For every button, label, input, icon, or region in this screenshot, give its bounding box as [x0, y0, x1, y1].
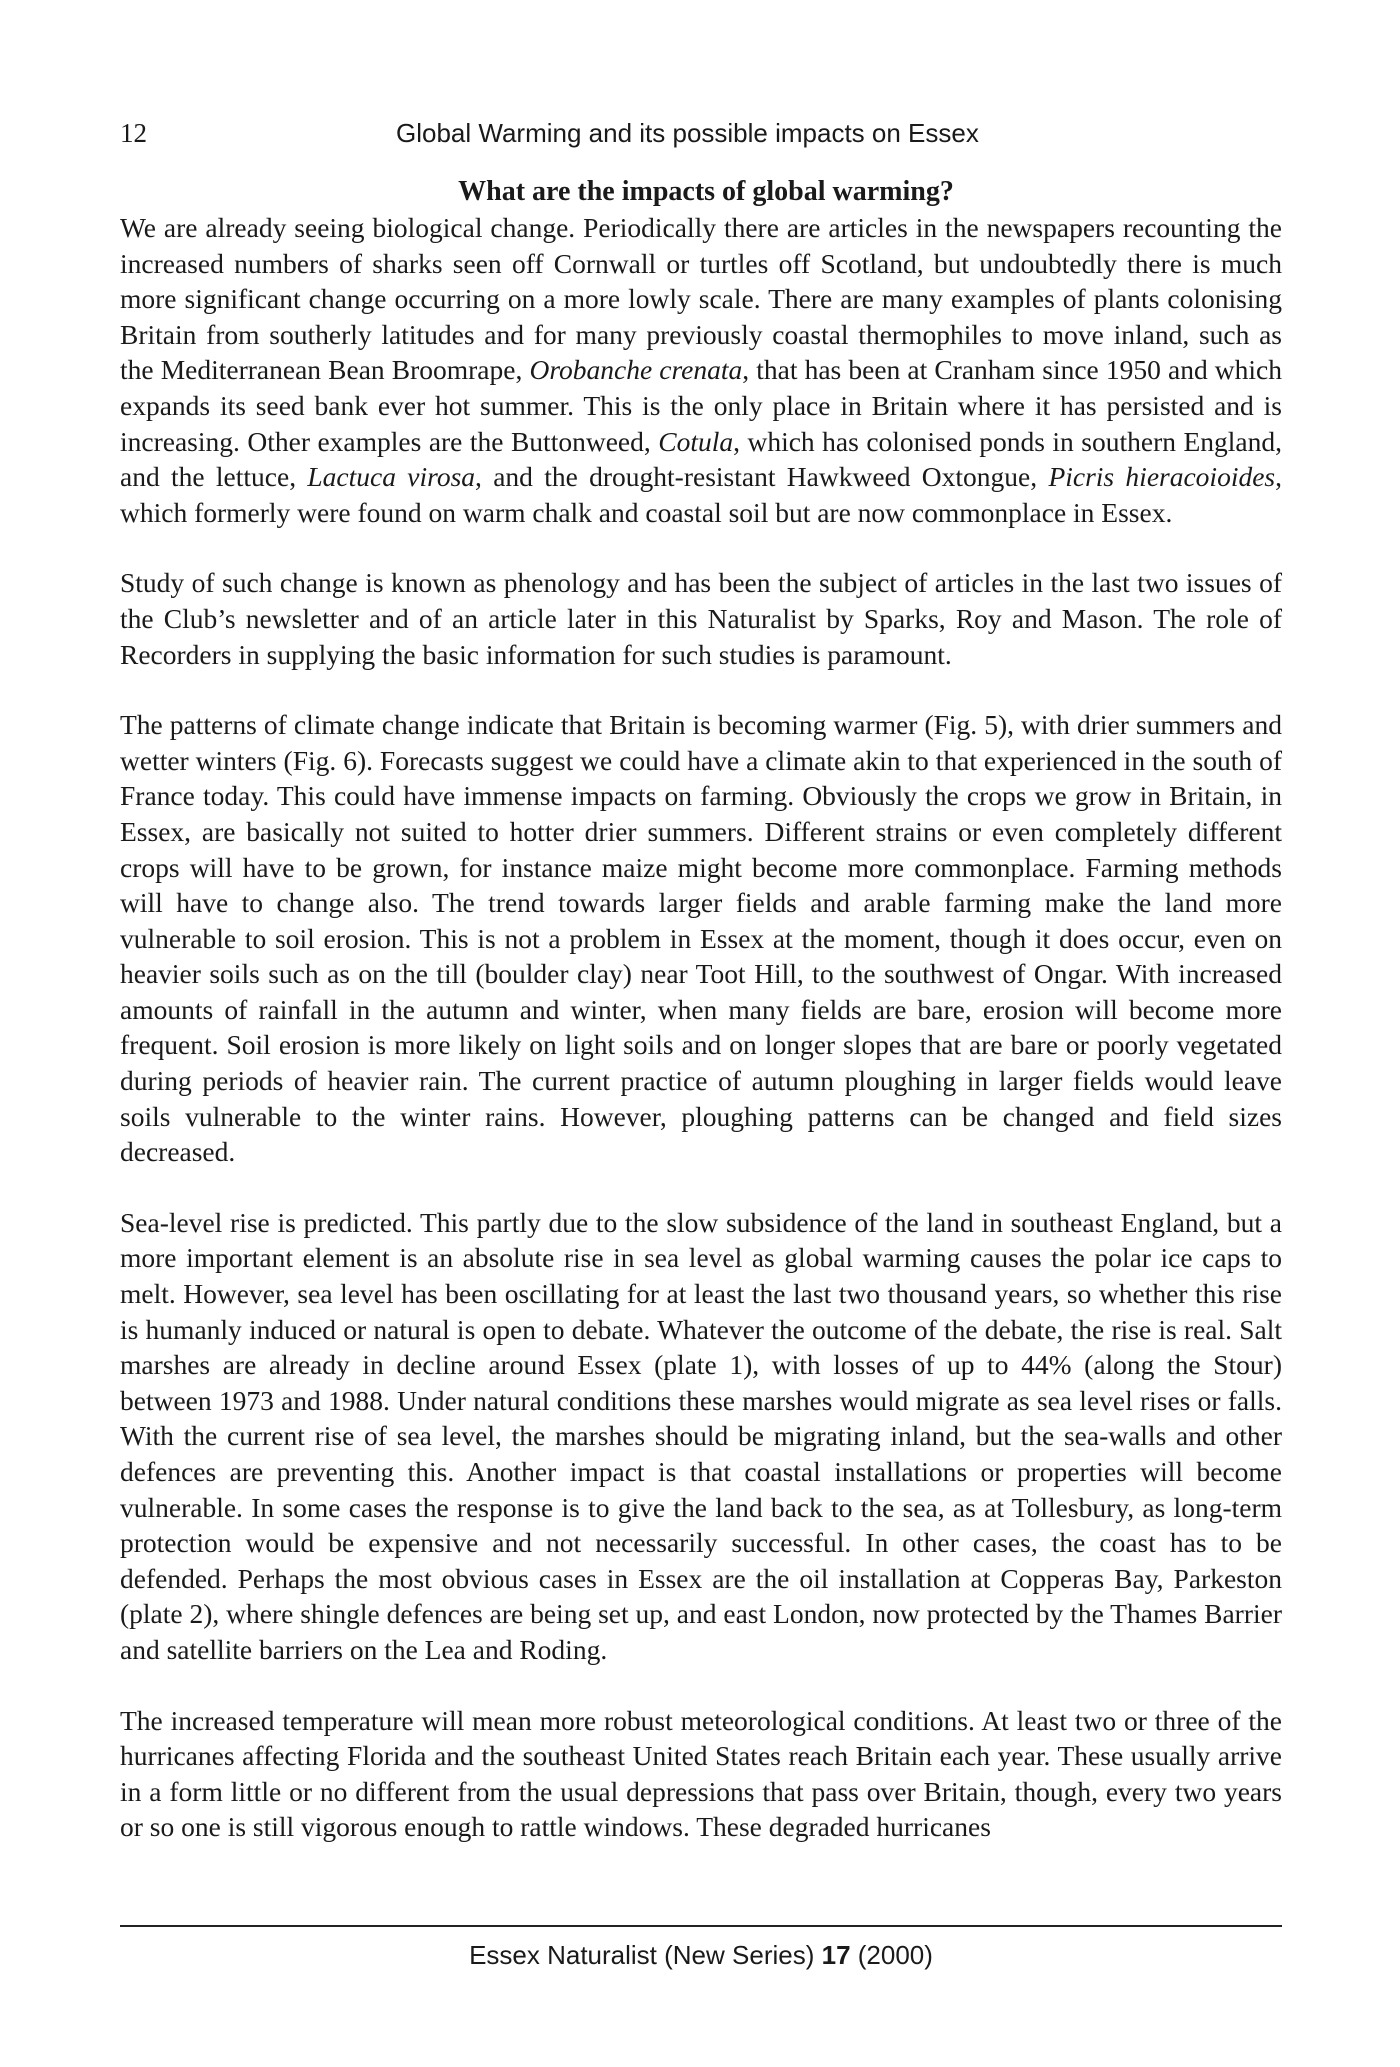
footer-rule — [120, 1925, 1282, 1927]
running-head — [120, 112, 1282, 152]
paragraph-1-text-3: , which has colonised ponds in southern England, and the lettuce, — [120, 425, 1283, 493]
species-name-lactuca: Lactuca virosa — [307, 461, 476, 493]
paragraph-3: The patterns of climate change indicate that Britain is becoming warmer (Fig. 5), with drier summers and wetter winters (Fig. 6). Forecasts suggest we could have a climate akin to that experienced in the south of France today. This could have immense impacts on farming. Obviously the crops we grow in Britain, in Essex, are basically not suited to hotter drier summers. Different strains or even completely different crops will have to be grown, for instance maize might become more commonplace. Farming methods will have to change also. The trend towards larger fields and arable farming make the land more vulnerable to soil erosion. This is not a problem in Essex at the moment, though it does occur, even on heavier soils such as on the till (boulder clay) near Toot Hill, to the southwest of Ongar. With increased amounts of rainfall in the autumn and winter, when many fields are bare, erosion will become more frequent. Soil erosion is more likely on light soils and on longer slopes that are bare or poorly vegetated during periods of heavier rain. The current practice of autumn ploughing in larger fields would leave soils vulnerable to the winter rains. However, ploughing patterns can be changed and field sizes decreased. — [120, 709, 1282, 1168]
footer-volume: 17 — [821, 1940, 851, 1970]
paragraph-1 — [120, 210, 1282, 530]
species-name-cotula: Cotula — [658, 425, 734, 457]
paragraph-5: The increased temperature will mean more robust meteorological conditions. At least two or three of the hurricanes affecting Florida and the southeast United States reach Britain each year. These usually arrive in a form little or no different from the usual depressions that pass over Britain, though, every two years or so one is still vigorous enough to rattle windows. These degraded hurricanes — [120, 1704, 1282, 1843]
paragraph-2: Study of such change is known as phenology and has been the subject of articles in the last two issues of the Club’s newsletter and of an article later in this Naturalist by Sparks, Roy and Mason. The role of Recorders in supplying the basic information for such studies is paramount. — [120, 567, 1282, 670]
footer-year: (2000) — [850, 1940, 933, 1970]
paragraph-1-text-4: , and the drought-resistant Hawkweed Oxtongue, — [475, 461, 1049, 493]
section-heading: What are the impacts of global warming? — [458, 176, 954, 207]
paragraph-4: Sea-level rise is predicted. This partly due to the slow subsidence of the land in southeast England, but a more important element is an absolute rise in sea level as global warming causes the polar ice caps to melt. However, sea level has been oscillating for at least the last two thousand years, so whether this rise is humanly induced or natural is open to debate. Whatever the outcome of the debate, the rise is real. Salt marshes are already in decline around Essex (plate 1), with losses of up to 44% (along the Stour) between 1973 and 1988. Under natural conditions these marshes would migrate as sea level rises or falls. With the current rise of sea level, the marshes should be migrating inland, but the sea-walls and other defences are preventing this. Another impact is that coastal installations or properties will become vulnerable. In some cases the response is to give the land back to the sea, as at Tollesbury, as long-term protection would be expensive and not necessarily successful. In other cases, the coast has to be defended. Perhaps the most obvious cases in Essex are the oil installation at Copperas Bay, Parkeston (plate 2), where shingle defences are being set up, and east London, now protected by the Thames Barrier and satellite barriers on the Lea and Roding. — [120, 1206, 1282, 1665]
footer — [120, 1940, 1282, 1971]
paragraph-1-text-5: , which formerly were found on warm chalk and coastal soil but are now commonplace in Essex. — [120, 461, 1283, 528]
paragraph-1-text-1: We are already seeing biological change. Periodically there are articles in the newspapers recounting the increased numbers of sharks seen off Cornwall or turtles off Scotland, but undoubtedly there is much more significant change occurring on a more lowly scale. There are many examples of plants colonising Britain from southerly latitudes and for many previously coastal thermophiles to move inland, such as the Mediterranean Bean Broomrape, — [120, 212, 1282, 386]
species-name-orobanche: Orobanche crenata — [529, 354, 743, 386]
footer-journal: Essex Naturalist (New Series) — [469, 1940, 822, 1970]
paragraph-1-text-2: , that has been at Cranham since 1950 and which expands its seed bank ever hot summer. This is the only place in Britain where it has persisted and is increasing. Other examples are the Buttonweed, — [120, 354, 1283, 457]
body-text — [120, 210, 1282, 1845]
document-page — [120, 112, 1282, 2012]
species-name-picris: Picris hieracoioides — [1048, 461, 1276, 493]
running-title: Global Warming and its possible impacts on Essex — [396, 118, 979, 148]
page-number: 12 — [120, 118, 147, 148]
